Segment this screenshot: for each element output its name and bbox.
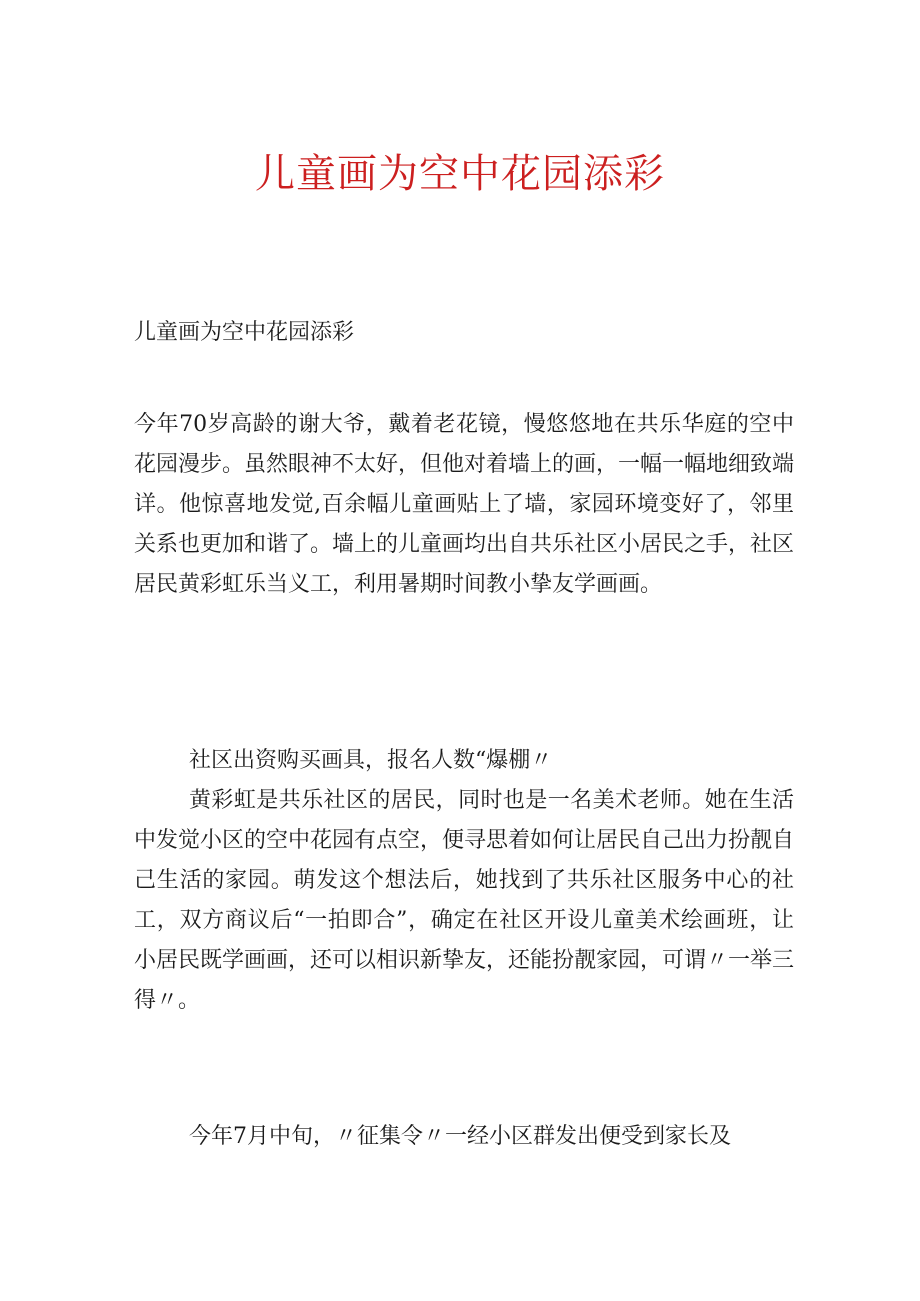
section-heading: 社区出资购买画具，报名人数“爆棚〃: [189, 748, 553, 773]
paragraph-3: 今年7月中旬，〃征集令〃一经小区群发出便受到家长及: [189, 1124, 731, 1149]
paragraph-1: 今年70岁高龄的谢大爷，戴着老花镜，慢悠悠地在共乐华庭的空中花园漫步。虽然眼神不太好，但他对着墙上的画，一幅一幅地细致端详。他惊喜地发觉,百余幅儿童画贴上了墙，家园环境变好了，邻里关系也更加和谐了。墙上的儿童画均出自共乐社区小居民之手，社区居民黄彩虹乐当义工，利用暑期时间教小挚友学画画。: [134, 412, 795, 597]
document-title: 儿童画为空中花园添彩: [255, 151, 665, 197]
document-subtitle: 儿童画为空中花园添彩: [134, 320, 355, 345]
paragraph-2: 黄彩虹是共乐社区的居民，同时也是一名美术老师。她在生活中发觉小区的空中花园有点空，便寻思着如何让居民自己出力扮靓自己生活的家园。萌发这个想法后，她找到了共乐社区服务中心的社工，双方商议后“一拍即合”，确定在社区开设儿童美术绘画班，让小居民既学画画，还可以相识新挚友，还能扮靓家园，可谓〃一举三得〃。: [134, 788, 795, 1013]
